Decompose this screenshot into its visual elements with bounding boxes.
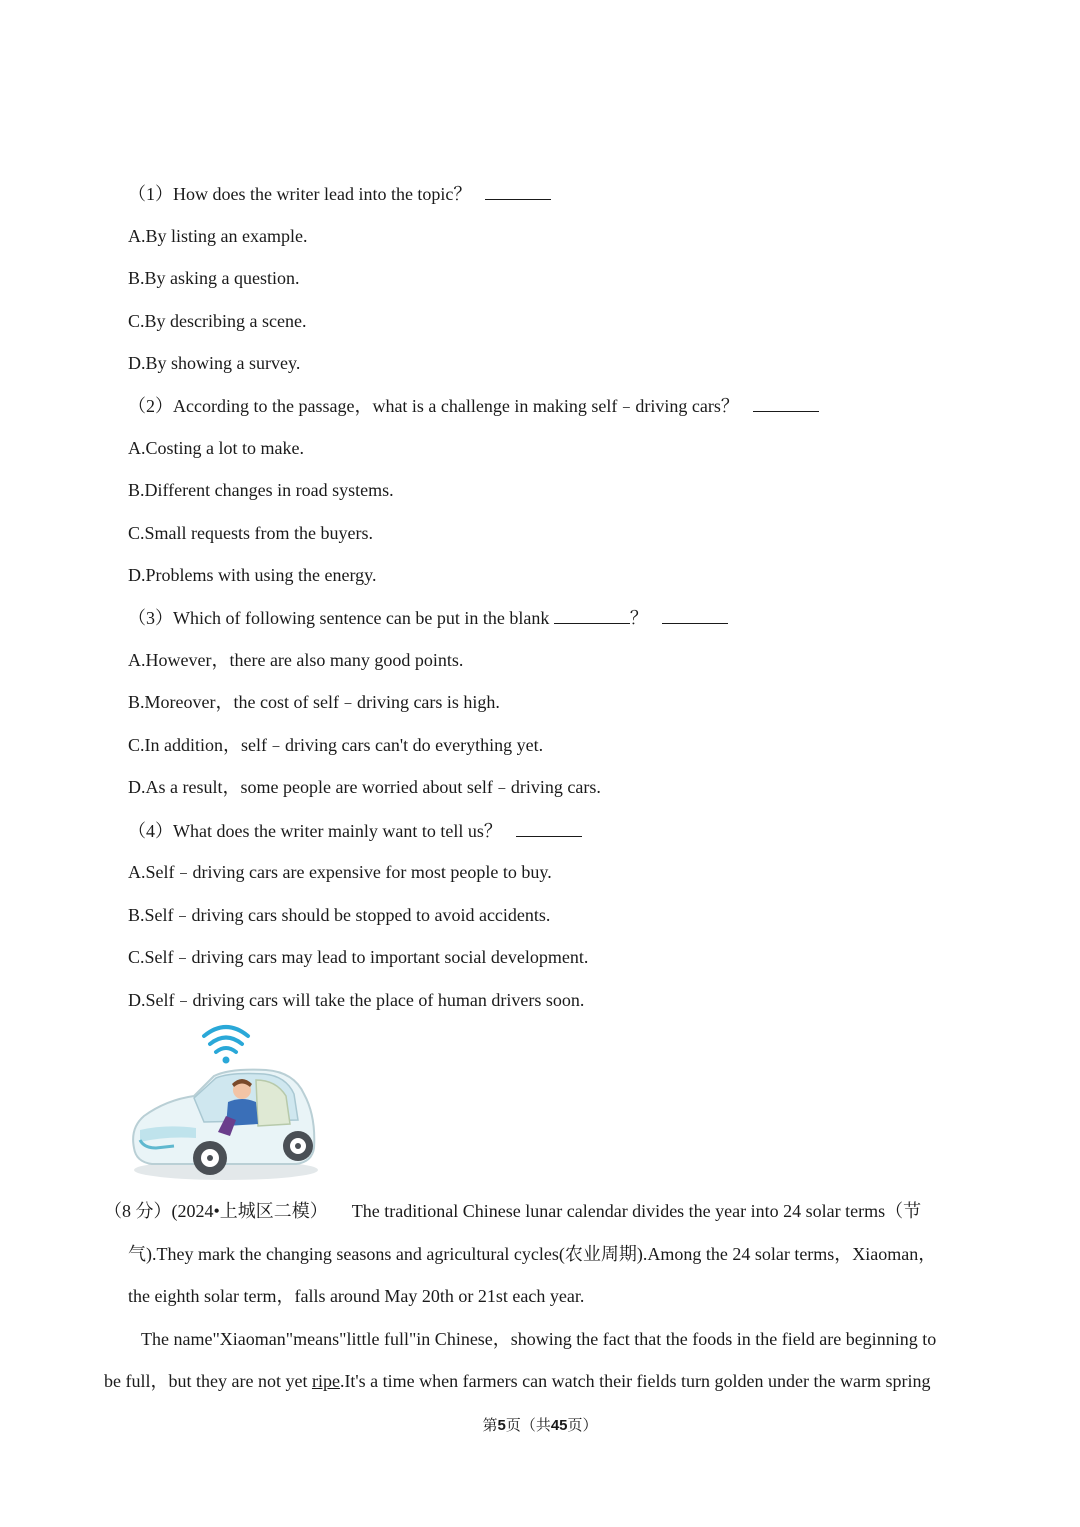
passage-line-1 [104,1199,921,1223]
option-1b: B.By asking a question. [128,268,300,288]
self-driving-car-illustration [126,1020,326,1190]
answer-blank-4[interactable] [516,818,582,837]
answer-blank-2[interactable] [753,393,819,412]
footer-middle: 页（共 [505,1418,551,1434]
option-2c: C.Small requests from the buyers. [128,523,373,543]
option-3a: A.However，there are also many good points. [128,650,464,670]
passage-blank-line [554,605,630,624]
footer-suffix: 页） [567,1418,598,1434]
passage-text-5b: .It's a time when farmers can watch their fields turn golden under the warm spring [339,1371,931,1391]
total-pages-number: 45 [550,1417,568,1434]
vocab-word-ripe: ripe [311,1371,340,1391]
footer-prefix: 第 [482,1418,498,1434]
option-3d: D.As a result，some people are worried about self﹣driving cars. [128,777,601,797]
wifi-signal-icon [204,1027,248,1064]
passage-line-5 [104,1369,931,1393]
question-4 [128,818,582,843]
option-4a: A.Self﹣driving cars are expensive for most people to buy. [128,862,552,882]
option-1c: C.By describing a scene. [128,311,307,331]
option-3c: C.In addition，self﹣driving cars can't do everything yet. [128,735,544,755]
option-1d: D.By showing a survey. [128,353,301,373]
option-1a: A.By listing an example. [128,226,308,246]
passage-line-3: the eighth solar term，falls around May 20th or 21st each year. [128,1286,585,1306]
question-3 [128,605,728,630]
question-2-prompt: （2）According to the passage，what is a challenge in making self﹣driving cars？ [128,396,739,416]
option-3b: B.Moreover，the cost of self﹣driving cars is high. [128,692,500,712]
answer-blank-3[interactable] [662,605,728,624]
current-page-number: 5 [497,1417,506,1434]
question-1 [128,181,551,206]
passage-text-5a: be full，but they are not yet [104,1371,312,1391]
page-footer [0,1416,1080,1436]
question-score-header: （8 分）(2024•上城区二模） [104,1201,328,1221]
answer-blank-1[interactable] [485,181,551,200]
option-2a: A.Costing a lot to make. [128,438,304,458]
question-1-prompt: （1）How does the writer lead into the topic？ [128,184,472,204]
option-4c: C.Self﹣driving cars may lead to important social development. [128,947,589,967]
question-3-suffix: ？ [629,608,648,628]
passage-line-2: 气).They mark the changing seasons and agricultural cycles(农业周期).Among the 24 solar terms，Xiaoman， [128,1244,937,1264]
question-2 [128,393,819,418]
option-4d: D.Self﹣driving cars will take the place of human drivers soon. [128,990,585,1010]
option-2b: B.Different changes in road systems. [128,480,394,500]
passage-line-4: The name"Xiaoman"means"little full"in Chinese，showing the fact that the foods in the field are beginning to [141,1329,937,1349]
option-2d: D.Problems with using the energy. [128,565,377,585]
option-4b: B.Self﹣driving cars should be stopped to avoid accidents. [128,905,551,925]
question-3-prompt: （3）Which of following sentence can be put in the blank [128,608,550,628]
passage-text-1: The traditional Chinese lunar calendar divides the year into 24 solar terms（节 [351,1201,922,1221]
question-4-prompt: （4）What does the writer mainly want to tell us？ [128,821,502,841]
